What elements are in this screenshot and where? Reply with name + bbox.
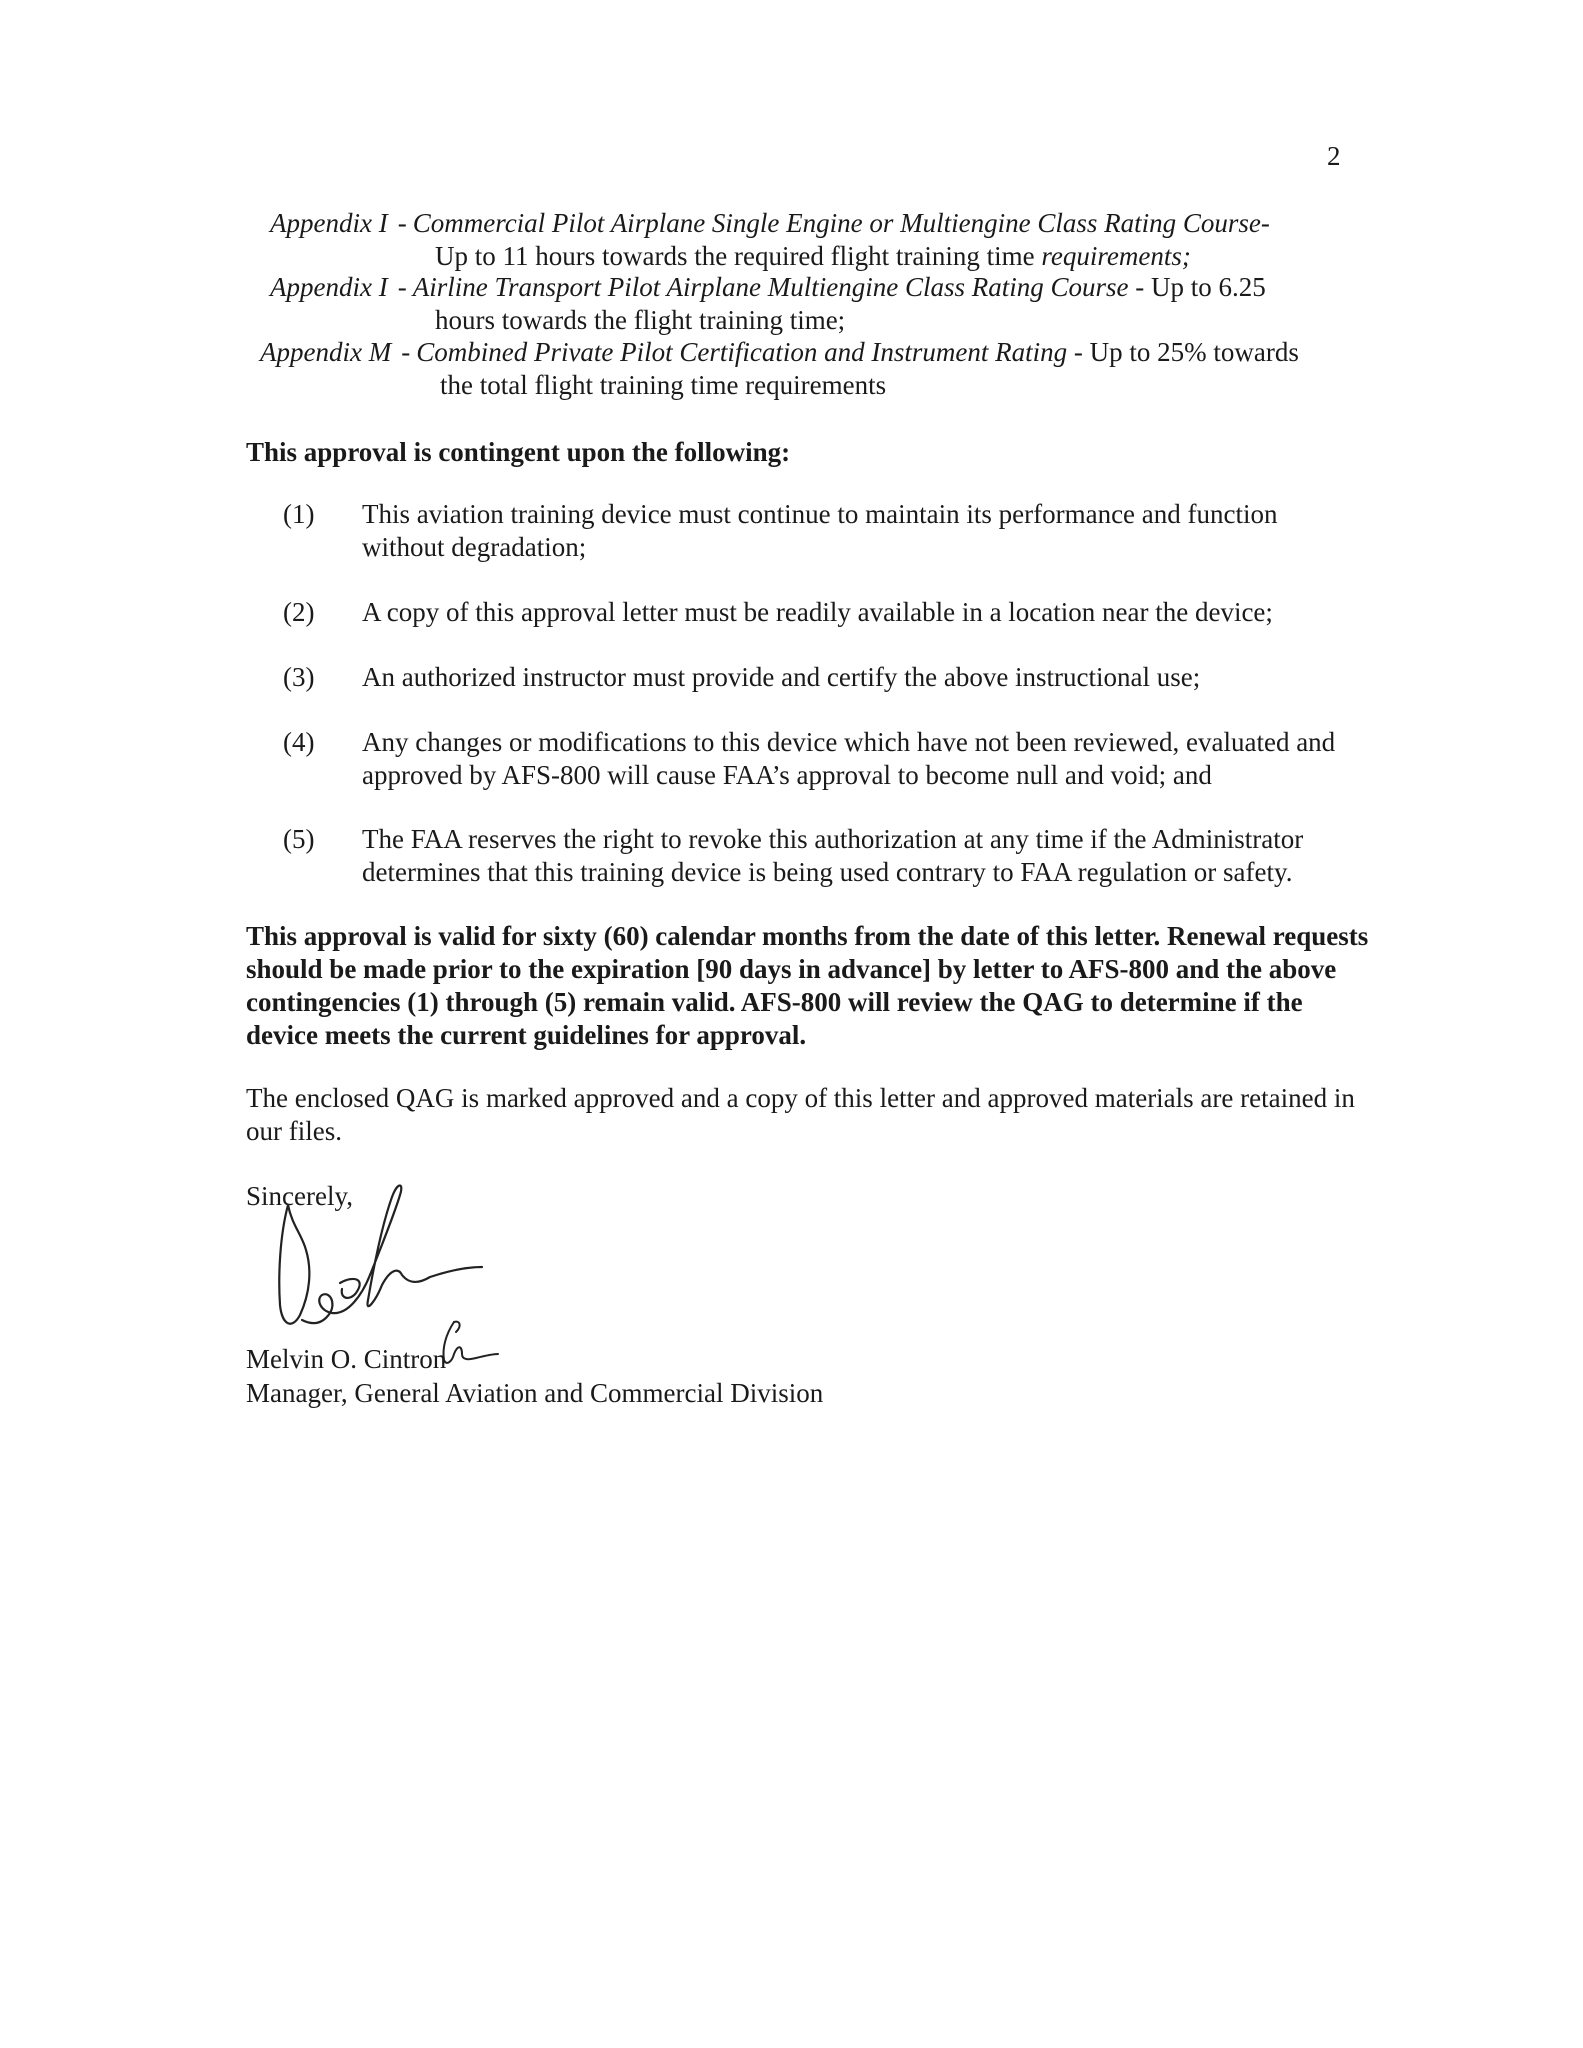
appendix-label: Appendix M [260, 337, 392, 367]
condition-item [283, 596, 1383, 629]
appendix-entry: Appendix I - Commercial Pilot Airplane Single Engine or Multiengine Class Rating Course- Up to 11 hours towards the required flight training time requirements; [270, 208, 1270, 271]
condition-number: (3) [283, 662, 315, 692]
appendix-label: Appendix I [270, 272, 388, 302]
condition-number: (2) [283, 597, 315, 627]
signer-name: Melvin O. Cintron [246, 1344, 447, 1374]
appendix-title: Airline Transport Pilot Airplane Multiengine Class Rating Course [412, 272, 1129, 302]
appendix-entry: Appendix M - Combined Private Pilot Certification and Instrument Rating - Up to 25% towards the total flight training time requirements [260, 337, 1299, 400]
appendix-label: Appendix I [270, 208, 388, 238]
enclosed-paragraph: The enclosed QAG is marked approved and a copy of this letter and approved materials are retained in our files. [246, 1083, 1355, 1146]
signer-title: Manager, General Aviation and Commercial Division [246, 1378, 824, 1408]
appendix-detail-inline: - Up to 6.25 [1128, 272, 1266, 302]
appendix-detail-italic: requirements; [1041, 241, 1191, 271]
contingency-heading: This approval is contingent upon the following: [246, 437, 791, 467]
condition-text: An authorized instructor must provide and certify the above instructional use; [362, 662, 1201, 692]
page-number: 2 [1327, 141, 1341, 171]
appendix-detail-inline: - Up to 25% towards [1067, 337, 1299, 367]
condition-item [283, 823, 1383, 889]
condition-text: Any changes or modifications to this device which have not been reviewed, evaluated and approved by AFS-800 will cause FAA’s approval to become null and void; and [362, 727, 1336, 790]
appendix-entry: Appendix I - Airline Transport Pilot Airplane Multiengine Class Rating Course - Up to 6.25 hours towards the flight training time; [270, 272, 1266, 335]
appendix-title: Commercial Pilot Airplane Single Engine or Multiengine Class Rating Course- [412, 208, 1270, 238]
appendix-detail: the total flight training time requirements [440, 370, 887, 400]
condition-number: (4) [283, 727, 315, 757]
condition-number: (1) [283, 499, 315, 529]
appendix-detail: Up to 11 hours towards the required flight training time [435, 241, 1042, 271]
closing-salutation: Sincerely, [246, 1181, 353, 1211]
condition-number: (5) [283, 824, 315, 854]
condition-item [283, 498, 1383, 564]
condition-text: This aviation training device must continue to maintain its performance and function without degradation; [362, 499, 1278, 562]
validity-paragraph: This approval is valid for sixty (60) calendar months from the date of this letter. Renewal requests should be made prior to the expiration [90 days in advance] by letter to AFS-800 and the above contingencies (1) through (5) remain valid. AFS-800 will review the QAG to determine if the device meets the current guidelines for approval. [246, 921, 1369, 1050]
appendix-title: Combined Private Pilot Certification and Instrument Rating [416, 337, 1068, 367]
condition-text: A copy of this approval letter must be readily available in a location near the device; [362, 597, 1273, 627]
condition-text: The FAA reserves the right to revoke this authorization at any time if the Administrator determines that this training device is being used contrary to FAA regulation or safety. [362, 824, 1304, 887]
appendix-detail: hours towards the flight training time; [435, 305, 846, 335]
condition-item [283, 726, 1383, 792]
condition-item [283, 661, 1383, 694]
